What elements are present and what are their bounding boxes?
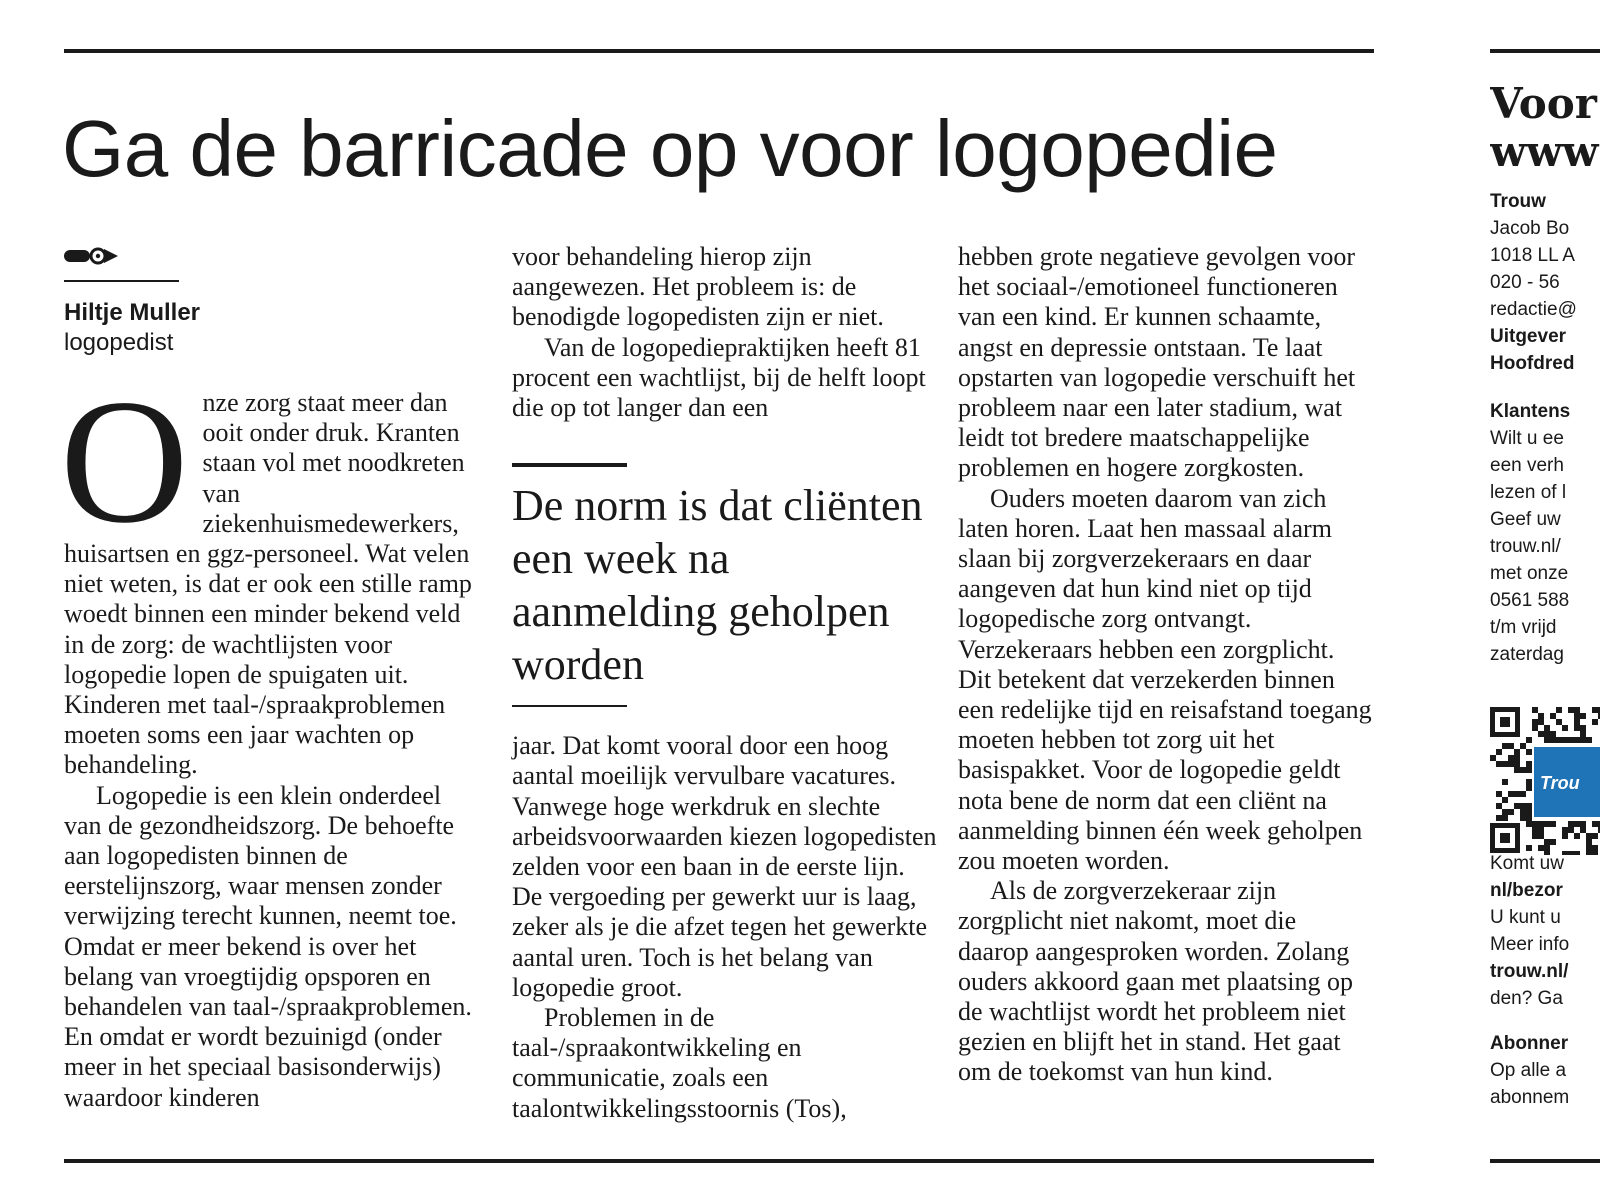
sidebar-line: Komt uw xyxy=(1490,853,1564,874)
sidebar-line: nl/bezor xyxy=(1490,880,1563,901)
article-column-1 xyxy=(60,240,484,1113)
sidebar-line: Trouw xyxy=(1490,191,1546,212)
body-paragraph: Ouders moeten daarom van zich laten horen. Laat hen massaal alarm slaan bij zorgverzekeraars en daar aangeven dat hun kind niet op tijd logopedische zorg ontvangt. Verzekeraars hebben een zorgplicht. Dit betekent dat verzekerden binnen een redelijke tijd en reisafstand toegang moeten hebben tot zorg uit het basispakket. Voor de logopedie geldt nota bene de norm dat een cliënt na aanmelding binnen één week geholpen zou moeten worden. xyxy=(958,483,1372,876)
pull-quote: De norm is dat cliënten een week na aanmelding geholpen worden xyxy=(512,481,923,690)
article-column-2 xyxy=(512,242,937,1124)
byline-rule xyxy=(64,280,179,282)
sidebar-line: 1018 LL A xyxy=(1490,245,1575,266)
sidebar-line: Geef uw xyxy=(1490,509,1561,530)
sidebar-subscription-block xyxy=(1490,1030,1600,1111)
sidebar-line: lezen of l xyxy=(1490,482,1567,503)
sidebar-headline: Voor www xyxy=(1490,79,1599,176)
body-paragraph: Logopedie is een klein onderdeel van de gezondheidszorg. De behoefte aan logopedisten binnen de eerstelijnszorg, waar mensen zonder verwijzing terecht kunnen, neemt toe. Omdat er meer bekend is over het belang van vroegtijdig opsporen en behandelen van taal-/spraakproblemen. En omdat er wordt bezuinigd (onder meer in het speciaal basisonderwijs) waardoor kinderen xyxy=(64,780,472,1112)
sidebar-line: abonnem xyxy=(1490,1087,1570,1108)
body-paragraph: Van de logopediepraktijken heeft 81 procent een wachtlijst, bij de helft loopt die op tot langer dan een xyxy=(512,332,926,423)
qr-brand-label: Trou xyxy=(1540,773,1580,793)
sidebar-delivery-block xyxy=(1490,850,1600,1012)
sidebar-line: trouw.nl/ xyxy=(1490,961,1569,982)
sidebar-line: een verh xyxy=(1490,455,1564,476)
sidebar-line: zaterdag xyxy=(1490,644,1564,665)
sidebar-line: trouw.nl/ xyxy=(1490,536,1561,557)
bottom-rule xyxy=(64,1159,1374,1163)
body-paragraph: jaar. Dat komt vooral door een hoog aantal moeilijk vervulbare vacatures. Vanwege hoge werkdruk en slechte arbeidsvoorwaarden kiezen logopedisten zelden voor een baan in de eerste lijn. De vergoeding per gewerkt uur is laag, zeker als je die afzet tegen het gewerkte aantal uren. Toch is het belang van logopedie groot. xyxy=(512,731,937,1002)
sidebar-customer-service-block xyxy=(1490,398,1600,668)
sidebar-line: U kunt u xyxy=(1490,907,1561,928)
sidebar-line: Jacob Bo xyxy=(1490,218,1570,239)
sidebar-line: 0561 588 xyxy=(1490,590,1570,611)
sidebar-line: Meer info xyxy=(1490,934,1570,955)
sidebar-line: Op alle a xyxy=(1490,1060,1567,1081)
article-column-3 xyxy=(958,242,1373,1088)
qr-code xyxy=(1490,707,1600,855)
sidebar-line: Klantens xyxy=(1490,401,1571,422)
body-paragraph: hebben grote negatieve gevolgen voor het sociaal-/emotioneel functioneren van een kind. Er kunnen schaamte, angst en depressie ontstaan. Te laat opstarten van logopedie verschuift het probleem naar een later stadium, wat leidt tot bredere maatschappelijke problemen en hogere zorgkosten. xyxy=(958,242,1356,483)
drop-cap: O xyxy=(60,362,189,560)
body-paragraph: Problemen in de taal-/spraakontwikkeling en communicatie, zoals een taalontwikkelingsstoornis (Tos), xyxy=(512,1003,847,1123)
sidebar-line: Uitgever xyxy=(1490,326,1567,347)
sidebar-line: met onze xyxy=(1490,563,1569,584)
sidebar-line: den? Ga xyxy=(1490,988,1563,1009)
body-paragraph: voor behandeling hierop zijn aangewezen. Het probleem is: de benodigde logopedisten zijn er niet. xyxy=(512,242,884,332)
pull-quote-rule-bottom xyxy=(512,705,627,707)
top-rule xyxy=(64,49,1374,53)
sidebar-line: Wilt u ee xyxy=(1490,428,1564,449)
pen-nib-icon xyxy=(64,240,124,270)
sidebar-bottom-rule xyxy=(1490,1159,1600,1163)
sidebar-line: t/m vrijd xyxy=(1490,617,1557,638)
body-paragraph: Als de zorgverzekeraar zijn zorgplicht niet nakomt, moet die daarop aangesproken worden. Zolang ouders akkoord gaan met plaatsing op de wachtlijst wordt het probleem niet gezien en blijft het in stand. Het gaat om de toekomst van hun kind. xyxy=(958,876,1353,1087)
pull-quote-rule-top xyxy=(512,463,627,467)
article-headline: Ga de barricade op voor logopedie xyxy=(62,104,1278,193)
sidebar-line: Abonner xyxy=(1490,1033,1569,1054)
sidebar-contact-block xyxy=(1490,188,1600,377)
colofon-sidebar xyxy=(1490,0,1600,1199)
sidebar-line: Hoofdred xyxy=(1490,353,1575,374)
body-paragraph: Onze zorg staat meer dan ooit onder druk. Kranten staan vol met noodkreten van ziekenhuismedewerkers, huisartsen en ggz-personeel. Wat velen niet weten, is dat er ook een stille ramp woedt binnen een minder bekend veld in de zorg: de wachtlijsten voor logopedie lopen de spuigaten uit. Kinderen met taal-/spraakproblemen moeten soms een jaar wachten op behandeling. xyxy=(60,362,472,780)
sidebar-top-rule xyxy=(1490,49,1600,53)
sidebar-line: redactie@ xyxy=(1490,299,1577,320)
author-name: Hiltje Muller xyxy=(64,299,201,326)
sidebar-line: 020 - 56 xyxy=(1490,272,1560,293)
author-role: logopedist xyxy=(64,329,174,356)
